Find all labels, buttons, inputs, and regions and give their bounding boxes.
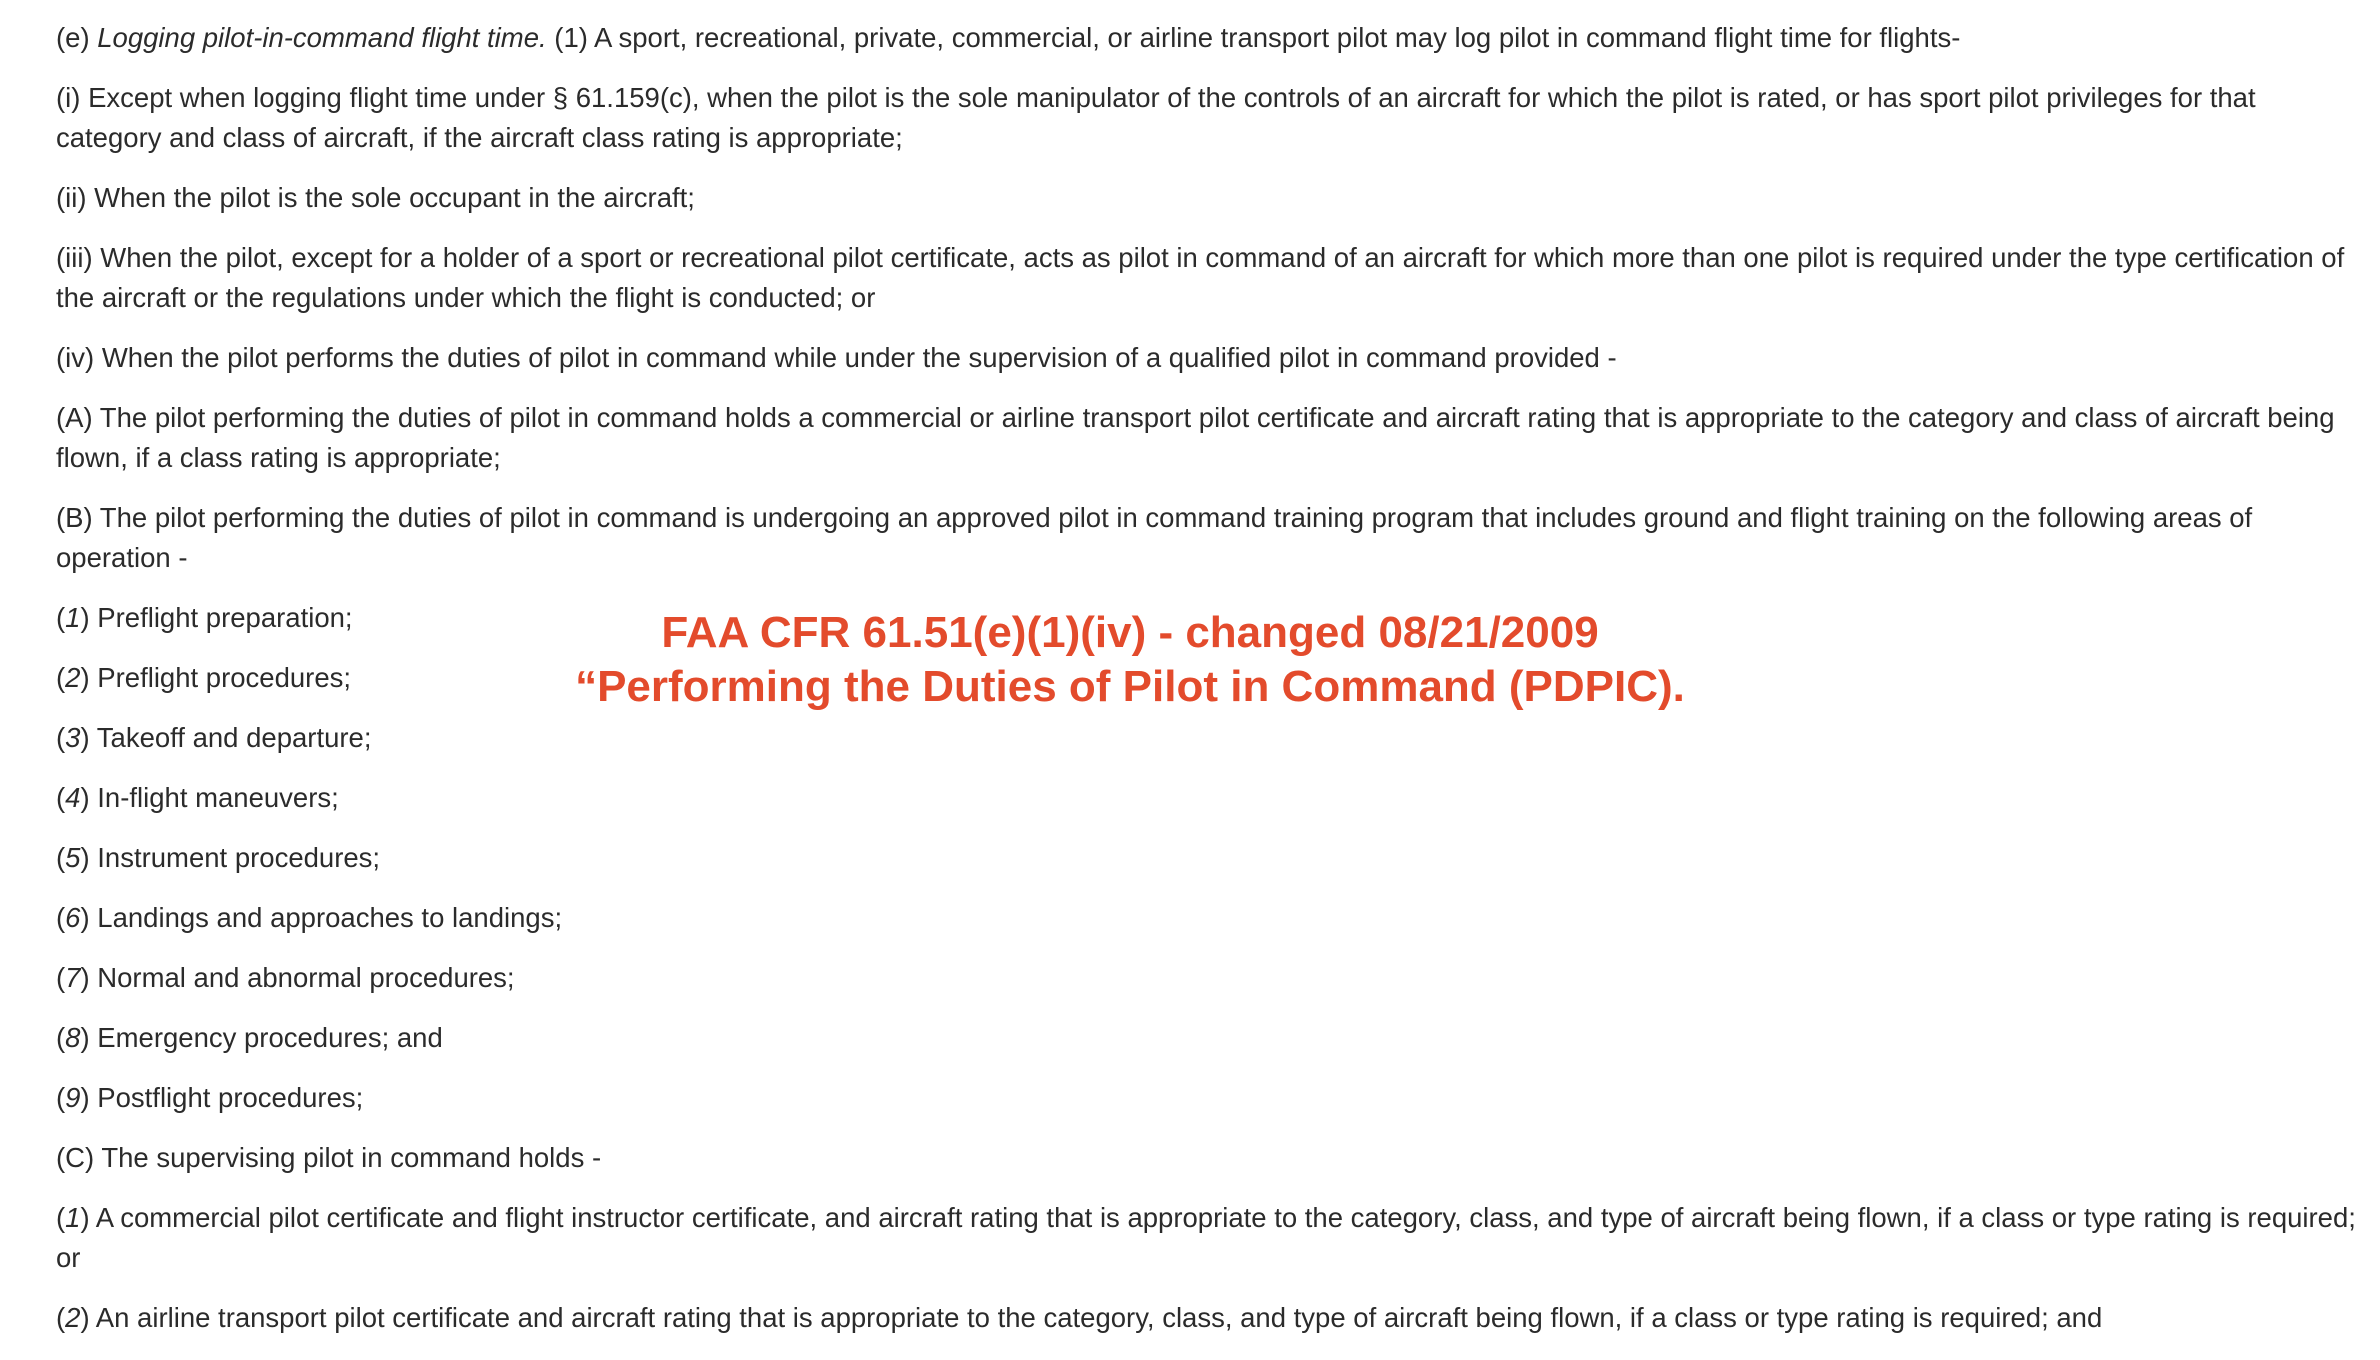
item-text: Emergency procedures; and bbox=[89, 1022, 443, 1053]
item-number: 7 bbox=[65, 962, 81, 993]
list-item-C2: (2) An airline transport pilot certificate and aircraft rating that is appropriate to the category, class, and type of aircraft being flown, if a class or type rating is required; and bbox=[56, 1302, 2103, 1333]
item-text: Landings and approaches to landings; bbox=[89, 902, 563, 933]
item-text: Postflight procedures; bbox=[89, 1082, 364, 1113]
item-number: 9 bbox=[65, 1082, 81, 1113]
annotation-overlay bbox=[560, 606, 1700, 714]
paragraph-iv: (iv) When the pilot performs the duties of pilot in command while under the supervision of a qualified pilot in command provided - bbox=[56, 342, 1617, 373]
paragraph-ii: (ii) When the pilot is the sole occupant in the aircraft; bbox=[56, 182, 695, 213]
item-text: Preflight procedures; bbox=[89, 662, 352, 693]
item-number: 4 bbox=[65, 782, 81, 813]
list-item-B3: (3) Takeoff and departure; bbox=[56, 722, 372, 753]
list-item-B4: (4) In-flight maneuvers; bbox=[56, 782, 339, 813]
item-number: 2 bbox=[65, 1302, 81, 1333]
item-number: 3 bbox=[65, 722, 81, 753]
annotation-title: FAA CFR 61.51(e)(1)(iv) - changed 08/21/2009 bbox=[661, 608, 1599, 657]
paragraph-e bbox=[56, 18, 2356, 58]
paragraph-e-prefix: (e) bbox=[56, 22, 98, 53]
paragraph-iii: (iii) When the pilot, except for a holder of a sport or recreational pilot certificate, acts as pilot in command of an aircraft for which more than one pilot is required under the type certification of the aircraft or the regulations under which the flight is conducted; or bbox=[56, 242, 2345, 313]
item-text: In-flight maneuvers; bbox=[89, 782, 339, 813]
item-text: A commercial pilot certificate and flight instructor certificate, and aircraft rating that is appropriate to the category, class, and type of aircraft being flown, if a class or type rating is required; or bbox=[56, 1202, 2356, 1273]
item-number: 5 bbox=[65, 842, 81, 873]
item-text: An airline transport pilot certificate and aircraft rating that is appropriate to the category, class, and type of aircraft being flown, if a class or type rating is required; and bbox=[89, 1302, 2103, 1333]
list-item-B9: (9) Postflight procedures; bbox=[56, 1082, 364, 1113]
item-number: 8 bbox=[65, 1022, 81, 1053]
paragraph-i: (i) Except when logging flight time under § 61.159(c), when the pilot is the sole manipulator of the controls of an aircraft for which the pilot is rated, or has sport pilot privileges for that category and class of aircraft, if the aircraft class rating is appropriate; bbox=[56, 82, 2256, 153]
list-item-B2: (2) Preflight procedures; bbox=[56, 662, 352, 693]
list-item-B1: (1) Preflight preparation; bbox=[56, 602, 353, 633]
paragraph-A: (A) The pilot performing the duties of pilot in command holds a commercial or airline transport pilot certificate and aircraft rating that is appropriate to the category and class of aircraft being flown, if a class rating is appropriate; bbox=[56, 402, 2335, 473]
list-item-B6: (6) Landings and approaches to landings; bbox=[56, 902, 563, 933]
item-number: 1 bbox=[65, 1202, 81, 1233]
item-number: 1 bbox=[65, 602, 81, 633]
paragraph-e-text: (1) A sport, recreational, private, commercial, or airline transport pilot may log pilot in command flight time for flights- bbox=[546, 22, 1961, 53]
item-number: 2 bbox=[65, 662, 81, 693]
item-text: Preflight preparation; bbox=[89, 602, 353, 633]
list-item-B8: (8) Emergency procedures; and bbox=[56, 1022, 443, 1053]
item-text: Instrument procedures; bbox=[89, 842, 381, 873]
annotation-subtitle: “Performing the Duties of Pilot in Command (PDPIC). bbox=[575, 662, 1685, 711]
item-text: Takeoff and departure; bbox=[89, 722, 372, 753]
list-item-B5: (5) Instrument procedures; bbox=[56, 842, 381, 873]
paragraph-B: (B) The pilot performing the duties of pilot in command is undergoing an approved pilot in command training program that includes ground and flight training on the following areas of operation - bbox=[56, 502, 2253, 573]
paragraph-e-heading: Logging pilot-in-command flight time. bbox=[97, 22, 547, 53]
list-item-B7: (7) Normal and abnormal procedures; bbox=[56, 962, 515, 993]
item-text: Normal and abnormal procedures; bbox=[89, 962, 515, 993]
list-item-C1: (1) A commercial pilot certificate and flight instructor certificate, and aircraft rating that is appropriate to the category, class, and type of aircraft being flown, if a class or type rating is required; or bbox=[56, 1202, 2356, 1273]
paragraph-C: (C) The supervising pilot in command holds - bbox=[56, 1142, 602, 1173]
item-number: 6 bbox=[65, 902, 81, 933]
